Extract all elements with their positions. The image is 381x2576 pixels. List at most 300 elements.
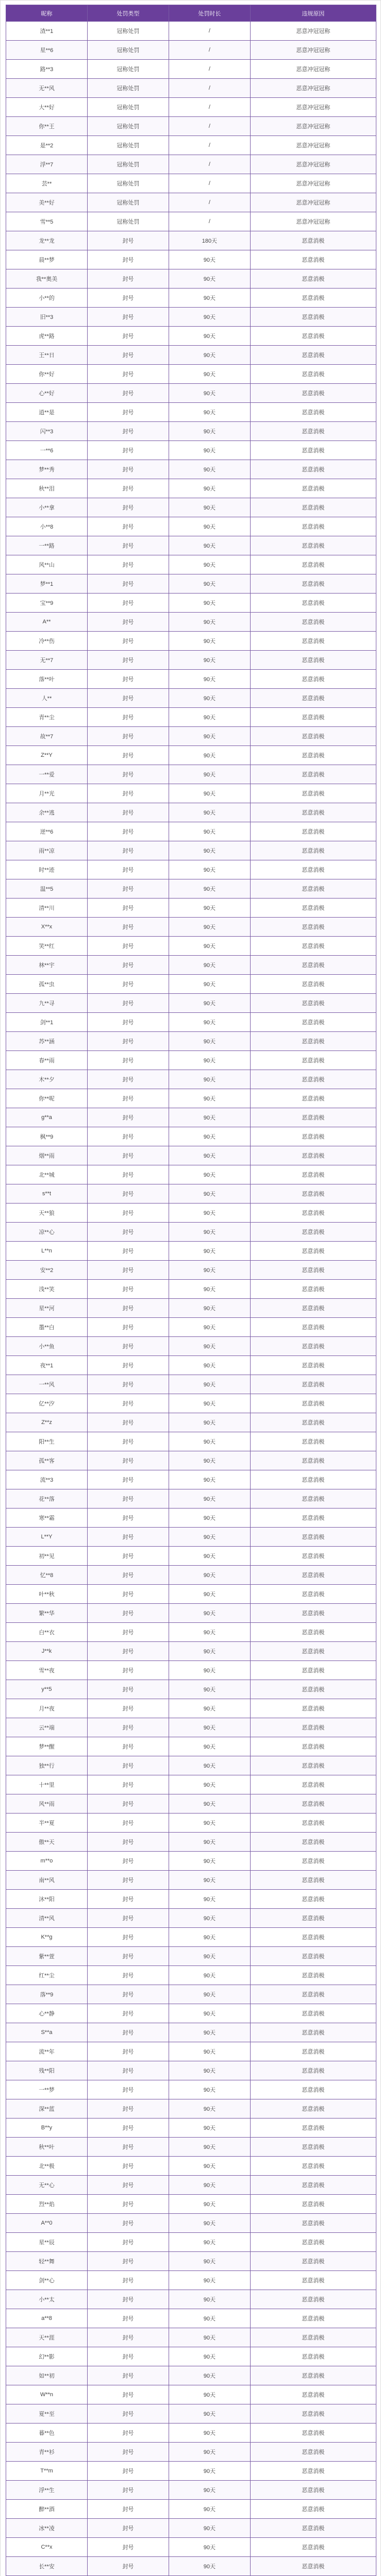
nickname-cell: 雪**夜 (6, 1661, 88, 1680)
nickname-cell: 月**光 (6, 784, 88, 803)
reason-cell: 恶意冲冠冠称 (250, 60, 376, 79)
table-row (6, 1852, 376, 1871)
duration-cell: 90天 (169, 746, 250, 765)
nickname-cell: 烟**雨 (6, 1146, 88, 1165)
penalty-type-cell: 封号 (87, 2424, 169, 2443)
table-row (6, 1108, 376, 1127)
nickname-cell: 你**呢 (6, 1089, 88, 1108)
penalty-type-cell: 封号 (87, 1909, 169, 1928)
reason-cell: 恶意消极 (250, 1928, 376, 1947)
penalty-type-cell: 封号 (87, 1470, 169, 1489)
penalty-type-cell: 封号 (87, 860, 169, 879)
duration-cell: 90天 (169, 1585, 250, 1604)
duration-cell: 90天 (169, 403, 250, 422)
penalty-type-cell: 封号 (87, 2214, 169, 2233)
penalty-type-cell: 封号 (87, 1318, 169, 1337)
nickname-cell: 雨**凉 (6, 841, 88, 860)
nickname-cell: 白**衣 (6, 1623, 88, 1642)
duration-cell: 90天 (169, 1680, 250, 1699)
nickname-cell: 无**心 (6, 2176, 88, 2195)
reason-cell: 恶意消极 (250, 1509, 376, 1528)
duration-cell: / (169, 136, 250, 155)
duration-cell: 90天 (169, 1489, 250, 1509)
reason-cell: 恶意消极 (250, 1337, 376, 1356)
reason-cell: 恶意冲冠冠称 (250, 117, 376, 136)
nickname-cell: X**x (6, 918, 88, 937)
reason-cell: 恶意消极 (250, 2538, 376, 2557)
penalty-type-cell: 封号 (87, 651, 169, 670)
nickname-cell: 南**风 (6, 1871, 88, 1890)
table-row (6, 98, 376, 117)
reason-cell: 恶意消极 (250, 1814, 376, 1833)
reason-cell: 恶意冲冠冠称 (250, 136, 376, 155)
table-row (6, 2080, 376, 2099)
duration-cell: 90天 (169, 2157, 250, 2176)
table-row (6, 2176, 376, 2195)
duration-cell: 90天 (169, 250, 250, 269)
reason-cell: 恶意消极 (250, 2309, 376, 2328)
duration-cell: 90天 (169, 1318, 250, 1337)
penalty-type-cell: 封号 (87, 2061, 169, 2080)
duration-cell: 90天 (169, 879, 250, 899)
reason-cell: 恶意消极 (250, 1794, 376, 1814)
penalty-type-cell: 封号 (87, 536, 169, 555)
duration-cell: 90天 (169, 1623, 250, 1642)
duration-cell: 90天 (169, 517, 250, 536)
reason-cell: 恶意消极 (250, 384, 376, 403)
duration-cell: 90天 (169, 1909, 250, 1928)
table-row (6, 174, 376, 193)
penalty-type-cell: 封号 (87, 937, 169, 956)
duration-cell: 90天 (169, 860, 250, 879)
nickname-cell: 晨**梦 (6, 250, 88, 269)
table-row (6, 1165, 376, 1184)
penalty-type-cell: 冠称处罚 (87, 98, 169, 117)
duration-cell: 90天 (169, 2252, 250, 2271)
table-row (6, 613, 376, 632)
nickname-cell: 一**爱 (6, 765, 88, 784)
reason-cell: 恶意消极 (250, 1489, 376, 1509)
reason-cell: 恶意消极 (250, 269, 376, 289)
nickname-cell: 梦**秀 (6, 460, 88, 479)
duration-cell: 90天 (169, 2099, 250, 2119)
reason-cell: 恶意冲冠冠称 (250, 22, 376, 41)
reason-cell: 恶意消极 (250, 2443, 376, 2462)
duration-cell: 90天 (169, 2328, 250, 2347)
reason-cell: 恶意消极 (250, 2424, 376, 2443)
nickname-cell: 如**初 (6, 2366, 88, 2385)
penalty-type-cell: 封号 (87, 1070, 169, 1089)
nickname-cell: 秋**泪 (6, 479, 88, 498)
penalty-type-cell: 封号 (87, 441, 169, 460)
reason-cell: 恶意消极 (250, 1566, 376, 1585)
table-row (6, 1775, 376, 1794)
reason-cell: 恶意消极 (250, 1032, 376, 1051)
duration-cell: 90天 (169, 1756, 250, 1775)
table-row (6, 2462, 376, 2481)
reason-cell: 恶意消极 (250, 1089, 376, 1108)
penalty-type-cell: 封号 (87, 479, 169, 498)
table-row (6, 403, 376, 422)
penalty-type-cell: 封号 (87, 1604, 169, 1623)
table-row (6, 2233, 376, 2252)
table-row (6, 2347, 376, 2366)
nickname-cell: 冰**凌 (6, 2519, 88, 2538)
duration-cell: 90天 (169, 1432, 250, 1451)
table-row (6, 212, 376, 231)
nickname-cell: 梦**1 (6, 574, 88, 594)
duration-cell: 90天 (169, 1337, 250, 1356)
reason-cell: 恶意消极 (250, 2347, 376, 2366)
penalty-type-cell: 封号 (87, 231, 169, 250)
table-row (6, 1794, 376, 1814)
duration-cell: 90天 (169, 460, 250, 479)
duration-cell: 90天 (169, 365, 250, 384)
nickname-cell: 苏**涵 (6, 1032, 88, 1051)
penalty-type-cell: 封号 (87, 1947, 169, 1966)
table-row (6, 2061, 376, 2080)
duration-cell: 90天 (169, 1871, 250, 1890)
table-row (6, 1318, 376, 1337)
nickname-cell: Z**z (6, 1413, 88, 1432)
reason-cell: 恶意消极 (250, 651, 376, 670)
duration-cell: 90天 (169, 1718, 250, 1737)
reason-cell: 恶意消极 (250, 536, 376, 555)
column-header-reason: 违规原因 (250, 5, 376, 22)
penalty-type-cell: 封号 (87, 841, 169, 860)
reason-cell: 恶意消极 (250, 1413, 376, 1432)
table-row (6, 2328, 376, 2347)
duration-cell: 90天 (169, 1947, 250, 1966)
nickname-cell: 星**辰 (6, 2233, 88, 2252)
nickname-cell: 轻**舞 (6, 2252, 88, 2271)
reason-cell: 恶意消极 (250, 1242, 376, 1261)
duration-cell: 90天 (169, 975, 250, 994)
penalty-type-cell: 封号 (87, 289, 169, 308)
penalty-type-cell: 封号 (87, 2290, 169, 2309)
reason-cell: 恶意消极 (250, 1146, 376, 1165)
table-row (6, 2271, 376, 2290)
nickname-cell: 初**见 (6, 1547, 88, 1566)
table-row (6, 2309, 376, 2328)
reason-cell: 恶意消极 (250, 2042, 376, 2061)
table-row (6, 2366, 376, 2385)
nickname-cell: 人** (6, 689, 88, 708)
table-row (6, 2195, 376, 2214)
nickname-cell: 浮**生 (6, 2481, 88, 2500)
table-row (6, 2538, 376, 2557)
table-row (6, 994, 376, 1013)
reason-cell: 恶意消极 (250, 1585, 376, 1604)
table-row (6, 2119, 376, 2138)
table-row (6, 594, 376, 613)
nickname-cell: 余**逃 (6, 803, 88, 822)
table-row (6, 841, 376, 860)
reason-cell: 恶意消极 (250, 1299, 376, 1318)
reason-cell: 恶意消极 (250, 2214, 376, 2233)
reason-cell: 恶意消极 (250, 841, 376, 860)
table-row (6, 2500, 376, 2519)
reason-cell: 恶意消极 (250, 1165, 376, 1184)
penalty-type-cell: 封号 (87, 365, 169, 384)
nickname-cell: 九**寻 (6, 994, 88, 1013)
nickname-cell: 一**路 (6, 536, 88, 555)
duration-cell: 90天 (169, 632, 250, 651)
table-row (6, 1528, 376, 1547)
reason-cell: 恶意消极 (250, 308, 376, 327)
nickname-cell: 忆**8 (6, 1566, 88, 1585)
penalty-type-cell: 封号 (87, 574, 169, 594)
nickname-cell: 美**好 (6, 193, 88, 212)
nickname-cell: 闪**3 (6, 422, 88, 441)
reason-cell: 恶意冲冠冠称 (250, 212, 376, 231)
nickname-cell: 春**雨 (6, 1051, 88, 1070)
table-row (6, 2214, 376, 2233)
reason-cell: 恶意消极 (250, 498, 376, 517)
table-row (6, 1051, 376, 1070)
nickname-cell: 月**夜 (6, 1699, 88, 1718)
penalty-type-cell: 封号 (87, 1642, 169, 1661)
penalty-type-cell: 封号 (87, 1871, 169, 1890)
reason-cell: 恶意消极 (250, 1356, 376, 1375)
penalty-type-cell: 封号 (87, 975, 169, 994)
table-row (6, 2099, 376, 2119)
table-row (6, 2138, 376, 2157)
duration-cell: 90天 (169, 2557, 250, 2576)
duration-cell: / (169, 174, 250, 193)
duration-cell: 90天 (169, 1737, 250, 1756)
table-row (6, 155, 376, 174)
table-row (6, 746, 376, 765)
nickname-cell: 小**太 (6, 2290, 88, 2309)
table-body (6, 22, 376, 2576)
nickname-cell: 深**蓝 (6, 2099, 88, 2119)
penalty-type-cell: 封号 (87, 803, 169, 822)
duration-cell: / (169, 117, 250, 136)
table-row (6, 1013, 376, 1032)
nickname-cell: 花**落 (6, 1489, 88, 1509)
table-row (6, 1451, 376, 1470)
table-row (6, 2557, 376, 2576)
penalty-type-cell: 封号 (87, 899, 169, 918)
nickname-cell: 小**的 (6, 289, 88, 308)
reason-cell: 恶意消极 (250, 1070, 376, 1089)
penalty-type-cell: 封号 (87, 956, 169, 975)
penalty-type-cell: 冠称处罚 (87, 212, 169, 231)
nickname-cell: 独**行 (6, 1756, 88, 1775)
penalty-type-cell: 封号 (87, 2099, 169, 2119)
duration-cell: 90天 (169, 498, 250, 517)
penalty-type-cell: 封号 (87, 460, 169, 479)
duration-cell: 90天 (169, 1204, 250, 1223)
table-row (6, 441, 376, 460)
penalty-type-cell: 封号 (87, 689, 169, 708)
table-row (6, 1985, 376, 2004)
reason-cell: 恶意消极 (250, 1985, 376, 2004)
nickname-cell: 星**河 (6, 1299, 88, 1318)
reason-cell: 恶意消极 (250, 2462, 376, 2481)
nickname-cell: 暮**色 (6, 2424, 88, 2443)
duration-cell: 90天 (169, 1394, 250, 1413)
penalty-type-cell: 封号 (87, 2176, 169, 2195)
penalty-type-cell: 封号 (87, 2443, 169, 2462)
penalty-type-cell: 封号 (87, 2347, 169, 2366)
reason-cell: 恶意冲冠冠称 (250, 174, 376, 193)
table-row (6, 1585, 376, 1604)
nickname-cell: 残**阳 (6, 2061, 88, 2080)
reason-cell: 恶意消极 (250, 517, 376, 536)
table-row (6, 1756, 376, 1775)
reason-cell: 恶意消极 (250, 1184, 376, 1204)
column-header-penalty-type: 处罚类型 (87, 5, 169, 22)
penalty-type-cell: 封号 (87, 1261, 169, 1280)
table-row (6, 727, 376, 746)
duration-cell: 90天 (169, 708, 250, 727)
duration-cell: 90天 (169, 784, 250, 803)
reason-cell: 恶意消极 (250, 346, 376, 365)
table-row (6, 2157, 376, 2176)
reason-cell: 恶意消极 (250, 899, 376, 918)
reason-cell: 恶意消极 (250, 1871, 376, 1890)
duration-cell: 90天 (169, 1280, 250, 1299)
reason-cell: 恶意消极 (250, 727, 376, 746)
penalty-type-cell: 封号 (87, 2462, 169, 2481)
nickname-cell: 烈**焰 (6, 2195, 88, 2214)
reason-cell: 恶意消极 (250, 2233, 376, 2252)
nickname-cell: 你**好 (6, 365, 88, 384)
reason-cell: 恶意消极 (250, 1756, 376, 1775)
reason-cell: 恶意消极 (250, 1375, 376, 1394)
table-row (6, 899, 376, 918)
duration-cell: 90天 (169, 822, 250, 841)
nickname-cell: 北**城 (6, 1165, 88, 1184)
penalty-type-cell: 封号 (87, 1108, 169, 1127)
table-row (6, 2443, 376, 2462)
table-row (6, 1413, 376, 1432)
penalty-type-cell: 冠称处罚 (87, 117, 169, 136)
nickname-cell: 心**好 (6, 384, 88, 403)
nickname-cell: 逆**6 (6, 822, 88, 841)
duration-cell: 90天 (169, 2347, 250, 2366)
table-row (6, 308, 376, 327)
nickname-cell: 孤**客 (6, 1451, 88, 1470)
duration-cell: 90天 (169, 1146, 250, 1165)
duration-cell: 90天 (169, 2309, 250, 2328)
table-row (6, 365, 376, 384)
table-row (6, 1699, 376, 1718)
duration-cell: 90天 (169, 1013, 250, 1032)
nickname-cell: 阳**生 (6, 1432, 88, 1451)
duration-cell: / (169, 155, 250, 174)
nickname-cell: 流**年 (6, 2042, 88, 2061)
duration-cell: 90天 (169, 479, 250, 498)
reason-cell: 恶意消极 (250, 1604, 376, 1623)
column-header-duration: 处罚时长 (169, 5, 250, 22)
nickname-cell: 清**川 (6, 899, 88, 918)
duration-cell: / (169, 193, 250, 212)
table-row (6, 327, 376, 346)
reason-cell: 恶意消极 (250, 2385, 376, 2404)
penalty-type-cell: 封号 (87, 1585, 169, 1604)
penalty-type-cell: 封号 (87, 594, 169, 613)
table-row (6, 1089, 376, 1108)
duration-cell: 90天 (169, 2519, 250, 2538)
reason-cell: 恶意消极 (250, 1013, 376, 1032)
table-row (6, 498, 376, 517)
table-row (6, 479, 376, 498)
penalty-type-cell: 封号 (87, 308, 169, 327)
table-row (6, 2042, 376, 2061)
table-row (6, 1127, 376, 1146)
reason-cell: 恶意消极 (250, 1890, 376, 1909)
duration-cell: 90天 (169, 2443, 250, 2462)
nickname-cell: 安**2 (6, 1261, 88, 1280)
nickname-cell: 雪**5 (6, 212, 88, 231)
duration-cell: / (169, 79, 250, 98)
penalty-type-cell: 封号 (87, 327, 169, 346)
table-row (6, 384, 376, 403)
reason-cell: 恶意冲冠冠称 (250, 193, 376, 212)
duration-cell: 90天 (169, 327, 250, 346)
reason-cell: 恶意消极 (250, 632, 376, 651)
penalty-type-cell: 冠称处罚 (87, 174, 169, 193)
duration-cell: 90天 (169, 1794, 250, 1814)
penalty-type-cell: 封号 (87, 2004, 169, 2023)
reason-cell: 恶意消极 (250, 1432, 376, 1451)
table-row (6, 879, 376, 899)
nickname-cell: 繁**华 (6, 1604, 88, 1623)
table-row (6, 555, 376, 574)
duration-cell: 90天 (169, 594, 250, 613)
nickname-cell: A** (6, 613, 88, 632)
table-row (6, 975, 376, 994)
duration-cell: 90天 (169, 1604, 250, 1623)
penalty-type-cell: 封号 (87, 822, 169, 841)
duration-cell: 90天 (169, 1470, 250, 1489)
nickname-cell: 小**拿 (6, 498, 88, 517)
penalty-type-cell: 封号 (87, 1966, 169, 1985)
reason-cell: 恶意消极 (250, 289, 376, 308)
penalty-type-cell: 封号 (87, 2157, 169, 2176)
penalty-type-cell: 封号 (87, 2042, 169, 2061)
reason-cell: 恶意消极 (250, 784, 376, 803)
duration-cell: 90天 (169, 2023, 250, 2042)
table-row (6, 1204, 376, 1223)
penalty-type-cell: 冠称处罚 (87, 79, 169, 98)
table-row (6, 1070, 376, 1089)
reason-cell: 恶意消极 (250, 479, 376, 498)
reason-cell: 恶意消极 (250, 460, 376, 479)
penalty-type-cell: 封号 (87, 1165, 169, 1184)
reason-cell: 恶意消极 (250, 2404, 376, 2424)
table-row (6, 1280, 376, 1299)
nickname-cell: 天**涯 (6, 2328, 88, 2347)
table-row (6, 1242, 376, 1261)
reason-cell: 恶意消极 (250, 1394, 376, 1413)
penalty-type-cell: 封号 (87, 555, 169, 574)
penalty-type-cell: 封号 (87, 1223, 169, 1242)
nickname-cell: m**o (6, 1852, 88, 1871)
reason-cell: 恶意消极 (250, 2557, 376, 2576)
nickname-cell: 时**迹 (6, 860, 88, 879)
penalty-type-cell: 封号 (87, 765, 169, 784)
reason-cell: 恶意消极 (250, 2500, 376, 2519)
reason-cell: 恶意消极 (250, 1127, 376, 1146)
duration-cell: 90天 (169, 422, 250, 441)
penalty-type-cell: 封号 (87, 613, 169, 632)
nickname-cell: 寒**霜 (6, 1509, 88, 1528)
table-row (6, 536, 376, 555)
